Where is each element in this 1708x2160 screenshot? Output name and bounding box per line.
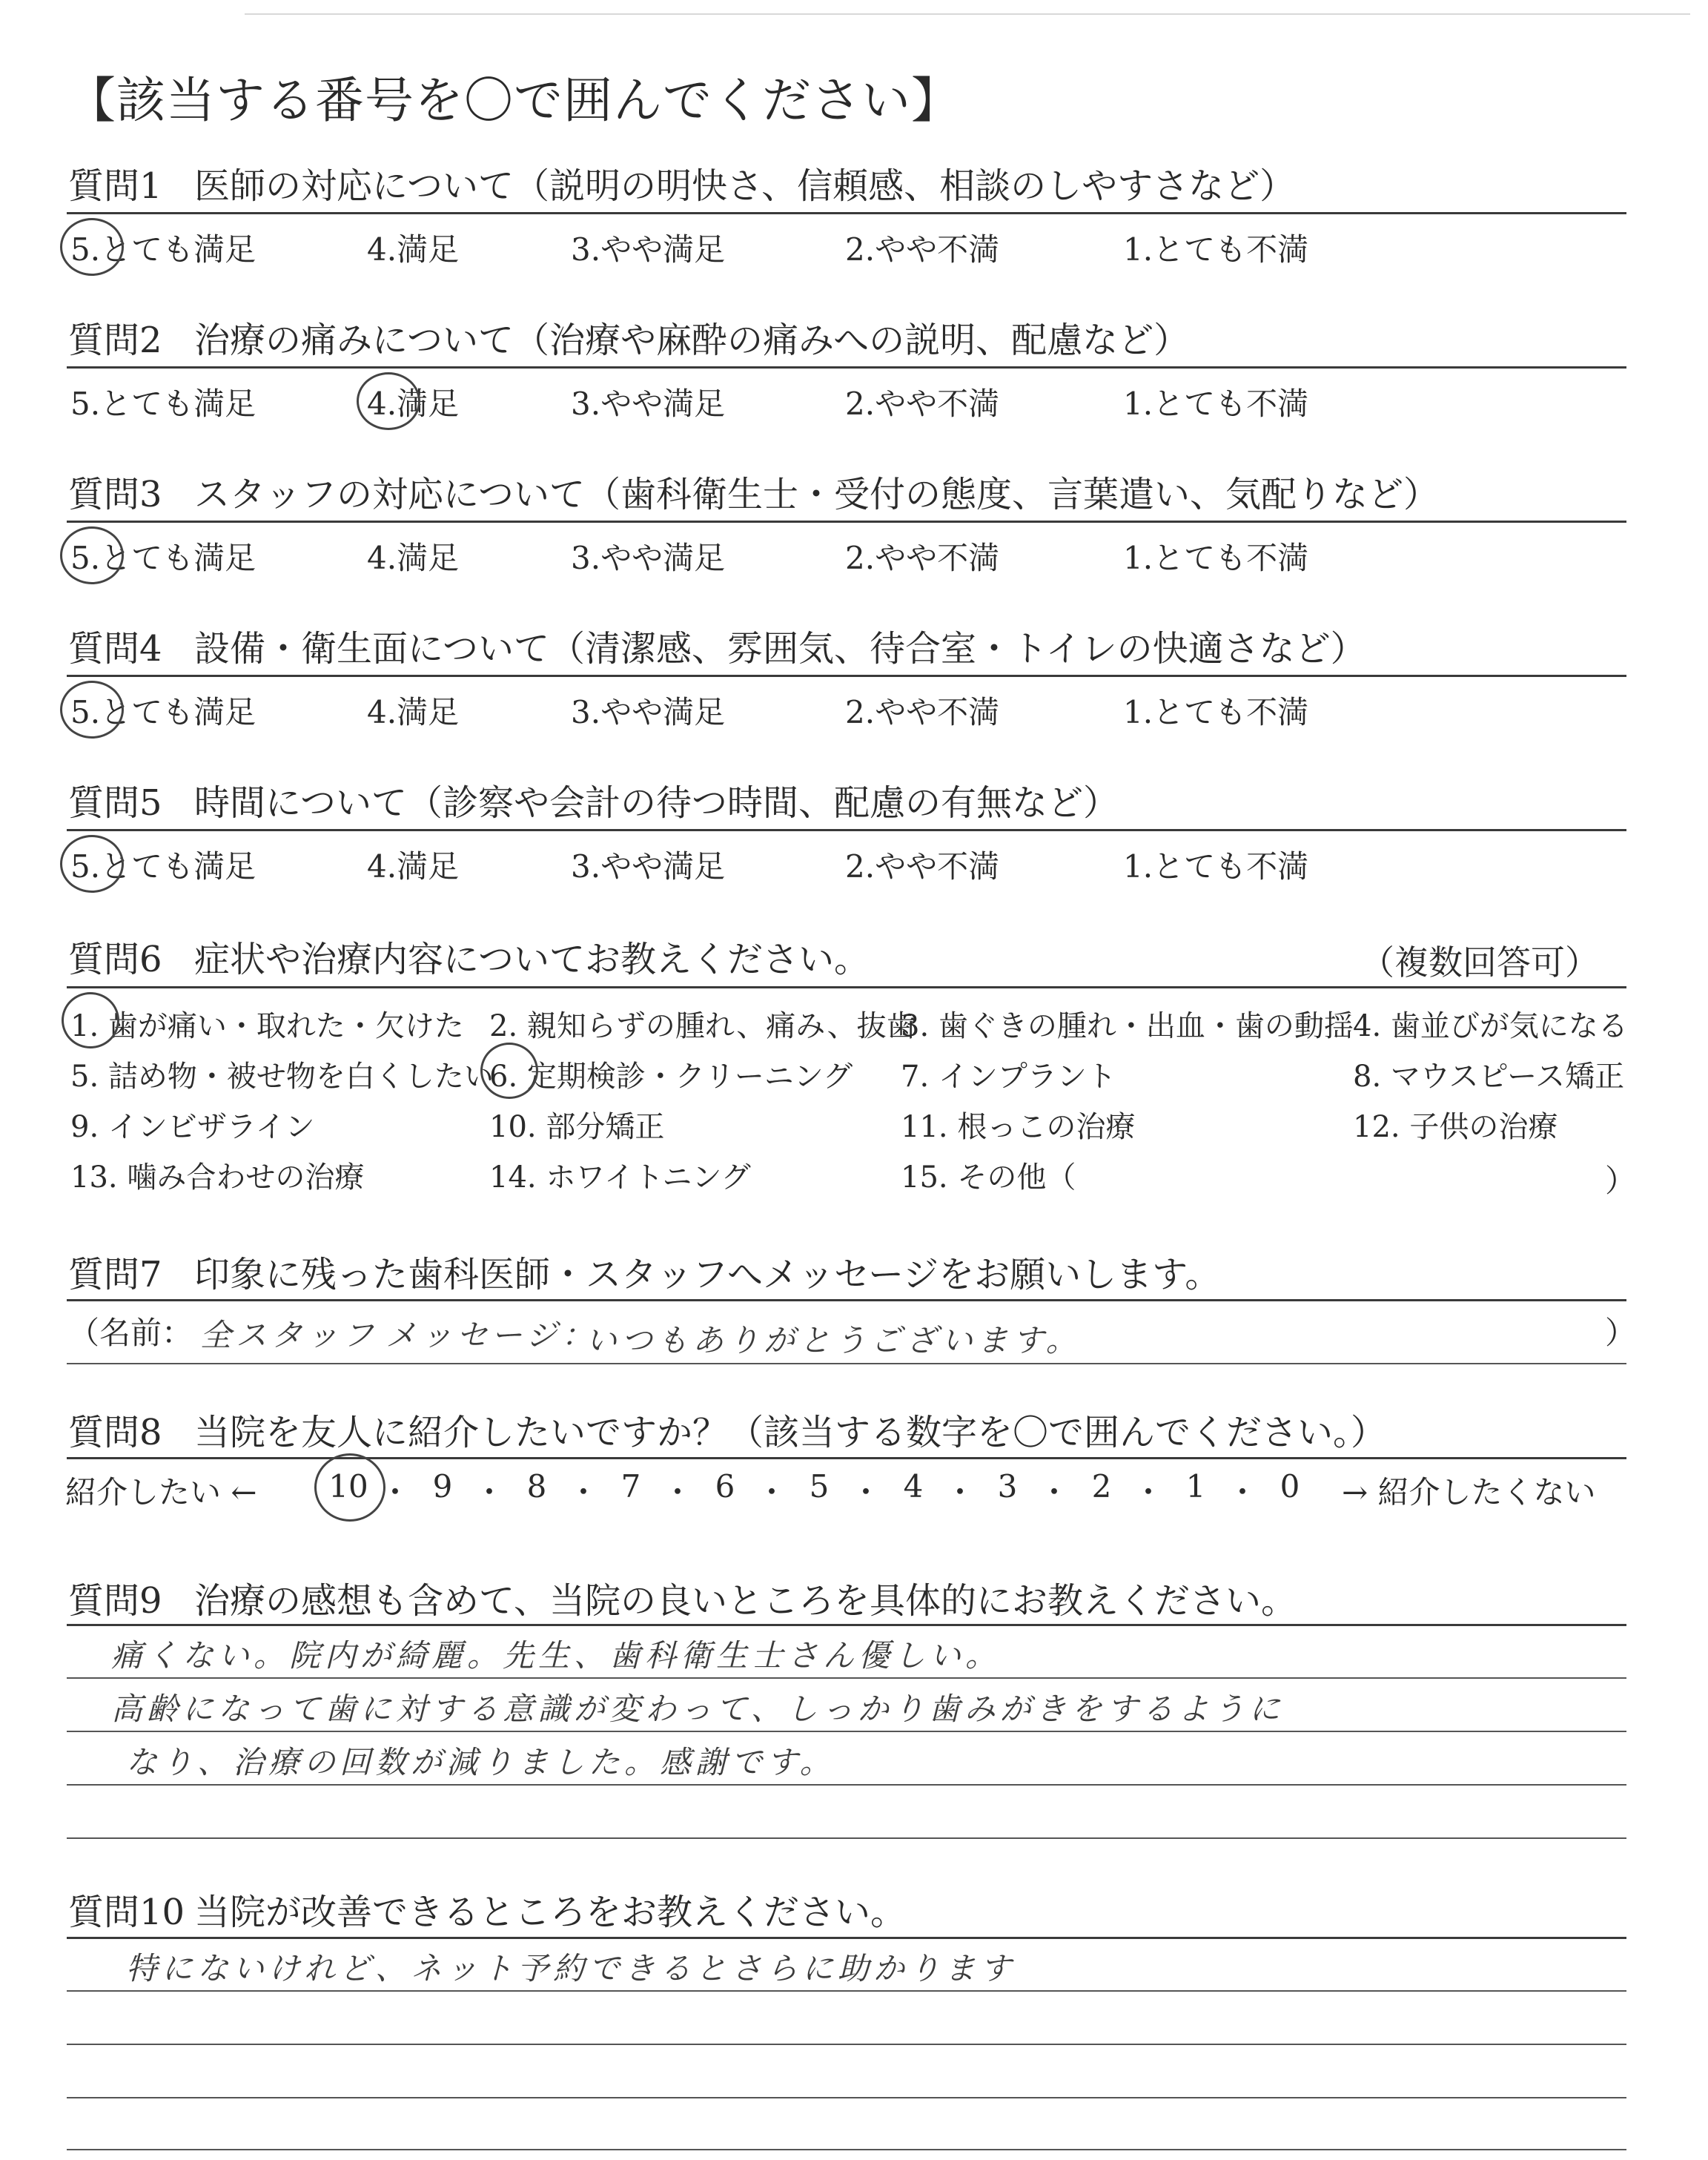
q9-answer-rule bbox=[67, 1837, 1626, 1839]
q6-option-3[interactable]: 3. 歯ぐきの腫れ・出血・歯の動揺 bbox=[901, 1009, 1354, 1043]
q9-answer-line-2: 高齢になって歯に対する意識が変わって、しっかり歯みがきをするように bbox=[111, 1691, 1285, 1727]
q1-selected-circle bbox=[60, 218, 124, 276]
q9-answer-line-3: なり、治療の回数が減りました。感謝です。 bbox=[126, 1744, 835, 1780]
q8-text: 当院を友人に紹介したいですか？（該当する数字を〇で囲んでください。） bbox=[194, 1412, 1387, 1453]
q6-selected-circle-6 bbox=[480, 1043, 538, 1099]
q2-option-5[interactable]: 5.とても満足 bbox=[70, 386, 256, 422]
q4-option-2[interactable]: 2.やや不満 bbox=[845, 694, 1000, 730]
q1-option-2[interactable]: 2.やや不満 bbox=[845, 231, 1000, 268]
q10-heading bbox=[68, 1883, 906, 1935]
q7-close: ） bbox=[1605, 1315, 1637, 1351]
q6-option-7[interactable]: 7. インプラント bbox=[901, 1060, 1116, 1094]
q8-heading bbox=[68, 1404, 1386, 1455]
q8-scale-dot: ・ bbox=[850, 1474, 882, 1510]
q10-answer-rule bbox=[67, 2097, 1626, 2098]
q8-right-label: → 紹介したくない bbox=[1342, 1474, 1596, 1510]
q2-option-2[interactable]: 2.やや不満 bbox=[845, 386, 1000, 422]
q8-scale-dot: ・ bbox=[1133, 1474, 1165, 1510]
scan-edge-line bbox=[245, 13, 1690, 15]
q3-number: 質問3 bbox=[68, 474, 162, 515]
q5-text: 時間について（診察や会計の待つ時間、配慮の有無など） bbox=[194, 782, 1119, 824]
q4-option-4[interactable]: 4.満足 bbox=[367, 694, 460, 730]
q5-option-1[interactable]: 1.とても不満 bbox=[1123, 848, 1309, 885]
q6-option-9[interactable]: 9. インビザライン bbox=[70, 1110, 315, 1144]
q6-option-13[interactable]: 13. 噛み合わせの治療 bbox=[70, 1160, 365, 1195]
q8-scale-2[interactable]: 2 bbox=[1091, 1468, 1112, 1505]
q2-option-1[interactable]: 1.とても不満 bbox=[1123, 386, 1309, 422]
q6-text: 症状や治療内容についてお教えください。 bbox=[194, 939, 870, 980]
q6-option-10[interactable]: 10. 部分矯正 bbox=[489, 1110, 665, 1144]
q5-option-3[interactable]: 3.やや満足 bbox=[571, 848, 726, 885]
q8-scale-9[interactable]: 9 bbox=[432, 1468, 453, 1505]
q8-scale-dot: ・ bbox=[756, 1474, 788, 1510]
q10-answer-rule bbox=[67, 2044, 1626, 2045]
q6-heading bbox=[68, 931, 870, 982]
q7-message-answer: いつもありがとうございます。 bbox=[586, 1322, 1082, 1358]
q6-option-2[interactable]: 2. 親知らずの腫れ、痛み、抜歯 bbox=[489, 1009, 916, 1043]
q3-option-4[interactable]: 4.満足 bbox=[367, 540, 460, 576]
q6-option-1[interactable]: 1. 歯が痛い・取れた・欠けた bbox=[70, 1009, 464, 1043]
q9-heading bbox=[68, 1572, 1297, 1623]
q5-rule bbox=[67, 829, 1626, 831]
q8-left-label: 紹介したい ← bbox=[65, 1474, 257, 1510]
q8-scale-8[interactable]: 8 bbox=[526, 1468, 547, 1505]
q1-option-1[interactable]: 1.とても不満 bbox=[1123, 231, 1309, 268]
q6-rule bbox=[67, 986, 1626, 988]
q8-selected-circle bbox=[314, 1453, 385, 1522]
q6-option-5[interactable]: 5. 詰め物・被せ物を白くしたい bbox=[70, 1060, 494, 1094]
q7-heading bbox=[68, 1246, 1220, 1297]
q9-answer-line-1: 痛くない。院内が綺麗。先生、歯科衛生士さん優しい。 bbox=[111, 1637, 1002, 1674]
q6-other-close: ） bbox=[1605, 1163, 1637, 1199]
page-title: 【該当する番号を〇で囲んでください】 bbox=[67, 72, 961, 129]
q8-scale-4[interactable]: 4 bbox=[903, 1468, 924, 1505]
q10-text: 当院が改善できるところをお教えください。 bbox=[194, 1892, 907, 1933]
q4-selected-circle bbox=[60, 681, 124, 739]
q1-option-5[interactable]: 5.とても満足 bbox=[70, 231, 256, 268]
q8-scale-3[interactable]: 3 bbox=[997, 1468, 1018, 1505]
q7-message-label: メッセージ： bbox=[385, 1317, 598, 1353]
q4-heading bbox=[68, 620, 1366, 671]
q6-option-11[interactable]: 11. 根っこの治療 bbox=[901, 1110, 1136, 1144]
q6-selected-circle-1 bbox=[62, 992, 119, 1048]
q9-text: 治療の感想も含めて、当院の良いところを具体的にお教えください。 bbox=[194, 1580, 1297, 1622]
q6-option-4[interactable]: 4. 歯並びが気になる bbox=[1353, 1009, 1628, 1043]
q2-heading bbox=[68, 311, 1189, 363]
q2-text: 治療の痛みについて（治療や麻酔の痛みへの説明、配慮など） bbox=[194, 320, 1190, 361]
q1-option-3[interactable]: 3.やや満足 bbox=[571, 231, 726, 268]
q6-option-8[interactable]: 8. マウスピース矯正 bbox=[1353, 1060, 1625, 1094]
q10-answer-rule bbox=[67, 2149, 1626, 2150]
q8-scale-dot: ・ bbox=[662, 1474, 694, 1510]
q4-number: 質問4 bbox=[68, 628, 162, 670]
q9-answer-rule bbox=[67, 1784, 1626, 1786]
q3-heading bbox=[68, 466, 1439, 517]
q8-scale-dot: ・ bbox=[1227, 1474, 1259, 1510]
q8-scale-dot: ・ bbox=[380, 1474, 411, 1510]
q8-scale-6[interactable]: 6 bbox=[715, 1468, 735, 1505]
q6-option-14[interactable]: 14. ホワイトニング bbox=[489, 1160, 751, 1195]
q8-number: 質問8 bbox=[68, 1412, 162, 1453]
q9-answer-rule bbox=[67, 1731, 1626, 1732]
q3-selected-circle bbox=[60, 526, 124, 584]
q9-number: 質問9 bbox=[68, 1580, 162, 1622]
q7-name-label: （名前： bbox=[68, 1315, 193, 1351]
q6-option-6[interactable]: 6. 定期検診・クリーニング bbox=[489, 1060, 853, 1094]
q1-text: 医師の対応について（説明の明快さ、信頼感、相談のしやすさなど） bbox=[194, 165, 1296, 207]
q5-option-5[interactable]: 5.とても満足 bbox=[70, 848, 256, 885]
q3-option-3[interactable]: 3.やや満足 bbox=[571, 540, 726, 576]
q8-scale-5[interactable]: 5 bbox=[809, 1468, 830, 1505]
q10-answer-rule bbox=[67, 1990, 1626, 1992]
q5-number: 質問5 bbox=[68, 782, 162, 824]
q8-scale-dot: ・ bbox=[944, 1474, 976, 1510]
q3-rule bbox=[67, 521, 1626, 523]
q3-option-2[interactable]: 2.やや不満 bbox=[845, 540, 1000, 576]
q7-answer-rule bbox=[67, 1363, 1626, 1364]
q7-number: 質問7 bbox=[68, 1254, 162, 1295]
q10-number: 質問10 bbox=[68, 1892, 185, 1933]
q2-number: 質問2 bbox=[68, 320, 162, 361]
q4-option-3[interactable]: 3.やや満足 bbox=[571, 694, 726, 730]
q1-rule bbox=[67, 212, 1626, 214]
q1-number: 質問1 bbox=[68, 165, 162, 207]
q6-multiple-answer-note: （複数回答可） bbox=[1360, 942, 1599, 982]
q4-option-5[interactable]: 5.とても満足 bbox=[70, 694, 256, 730]
q6-number: 質問6 bbox=[68, 939, 162, 980]
q8-rule bbox=[67, 1457, 1626, 1459]
q4-text: 設備・衛生面について（清潔感、雰囲気、待合室・トイレの快適さなど） bbox=[194, 628, 1366, 670]
q5-option-4[interactable]: 4.満足 bbox=[367, 848, 460, 885]
q6-option-15[interactable]: 15. その他（ bbox=[901, 1160, 1076, 1195]
q7-name-answer: 全スタッフ bbox=[200, 1317, 379, 1353]
q5-option-2[interactable]: 2.やや不満 bbox=[845, 848, 1000, 885]
q3-text: スタッフの対応について（歯科衛生士・受付の態度、言葉遣い、気配りなど） bbox=[194, 474, 1440, 515]
q2-option-4[interactable]: 4.満足 bbox=[367, 386, 460, 422]
q1-option-4[interactable]: 4.満足 bbox=[367, 231, 460, 268]
q2-rule bbox=[67, 366, 1626, 369]
q6-option-12[interactable]: 12. 子供の治療 bbox=[1353, 1110, 1558, 1144]
q7-rule bbox=[67, 1299, 1626, 1301]
q2-option-3[interactable]: 3.やや満足 bbox=[571, 386, 726, 422]
q7-text: 印象に残った歯科医師・スタッフへメッセージをお願いします。 bbox=[194, 1254, 1221, 1295]
q8-scale-dot: ・ bbox=[474, 1474, 506, 1510]
q1-heading bbox=[68, 157, 1295, 208]
q4-rule bbox=[67, 675, 1626, 677]
q5-heading bbox=[68, 774, 1119, 825]
q9-answer-rule bbox=[67, 1677, 1626, 1679]
q10-answer-rule bbox=[67, 1937, 1626, 1939]
q8-scale-10[interactable]: 10 bbox=[328, 1468, 368, 1505]
q8-scale-dot: ・ bbox=[1039, 1474, 1070, 1510]
q10-answer-line-1: 特にないけれど、ネット予約できるとさらに助かります bbox=[126, 1950, 1016, 1986]
q3-option-1[interactable]: 1.とても不満 bbox=[1123, 540, 1309, 576]
q8-scale-dot: ・ bbox=[568, 1474, 600, 1510]
q8-scale-0[interactable]: 0 bbox=[1280, 1468, 1300, 1505]
q4-option-1[interactable]: 1.とても不満 bbox=[1123, 694, 1309, 730]
q9-answer-rule bbox=[67, 1624, 1626, 1626]
q2-selected-circle bbox=[357, 372, 420, 430]
q8-scale-1[interactable]: 1 bbox=[1185, 1468, 1206, 1505]
q3-option-5[interactable]: 5.とても満足 bbox=[70, 540, 256, 576]
q8-scale-7[interactable]: 7 bbox=[620, 1468, 641, 1505]
q5-selected-circle bbox=[60, 835, 124, 893]
